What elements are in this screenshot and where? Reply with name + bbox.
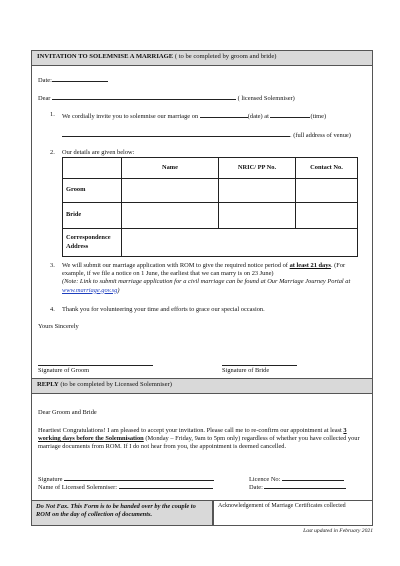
dear-label: Dear	[38, 95, 51, 102]
reply-salutation: Dear Groom and Bride	[38, 409, 97, 416]
details-header-nric: NRIC/ PP No.	[219, 158, 296, 179]
bride-name-cell[interactable]	[122, 203, 219, 229]
reply-body-bold: 3 working days before the Solemnisation	[38, 427, 347, 443]
item-3-note-b: )	[117, 286, 120, 294]
reply-licence-label: Licence No:	[249, 476, 281, 483]
item-3-text-a: We will submit our marriage application with ROM to give the required notice period of	[62, 262, 288, 269]
wedding-time-field[interactable]	[270, 111, 310, 118]
groom-signature-label: Signature of Groom	[38, 367, 90, 374]
reply-name-label: Name of Licensed Solemniser:	[38, 484, 117, 491]
reply-body-b: (Monday – Friday, 9am to 5pm only) regardless of whether you have collected your marriage documents from ROM. If I do not hear from you, the appointment is deemed cancelled.	[38, 435, 360, 451]
solemniser-signature-field[interactable]	[64, 474, 214, 481]
item-3-note	[62, 278, 362, 294]
bride-nric-cell[interactable]	[219, 203, 296, 229]
item-2-text: Our details are given below:	[62, 149, 135, 156]
last-updated-note: Last updated in February 2021	[303, 528, 373, 534]
bride-signature-label: Signature of Bride	[222, 367, 270, 374]
item-1-number: 1.	[50, 111, 55, 118]
groom-signature-line[interactable]	[38, 365, 153, 366]
item-1-date-label: (date) at	[247, 113, 269, 120]
item-1-venue-row	[62, 130, 351, 140]
date-field[interactable]	[52, 75, 108, 82]
venue-field[interactable]	[62, 130, 290, 137]
details-row-label: Bride	[63, 203, 122, 229]
reply-title: REPLY	[37, 381, 59, 388]
item-4-text: Thank you for volunteering your time and efforts to grace our special occasion.	[62, 306, 265, 313]
do-not-fax-notice: Do Not Fax. This Form is to be handed over by the couple to ROM on the day of collection of documents.	[31, 500, 213, 526]
reply-header	[31, 378, 373, 394]
bride-contact-cell[interactable]	[296, 203, 358, 229]
solemniser-name-field[interactable]	[52, 93, 236, 100]
details-header-name: Name	[122, 158, 219, 179]
licence-number-field[interactable]	[282, 474, 344, 481]
reply-name-row	[38, 482, 213, 492]
correspondence-address-cell[interactable]	[122, 229, 358, 257]
dear-row	[38, 93, 295, 103]
reply-title-note: (to be completed by Licensed Solemniser)	[60, 381, 172, 388]
groom-contact-cell[interactable]	[296, 179, 358, 203]
bride-signature-line[interactable]	[222, 365, 297, 366]
details-row-address	[63, 229, 358, 257]
reply-date-label: Date:	[249, 484, 263, 491]
item-2-number: 2.	[50, 149, 55, 156]
item-3-text-b: . (For example, if we file a notice on 1 June, the earliest that we can marry is on 23 June)	[62, 262, 346, 278]
acknowledgement-box[interactable]	[213, 500, 373, 526]
item-1-time-label: (time)	[310, 113, 327, 120]
reply-body	[38, 427, 368, 452]
closing-text: Yours Sincerely	[38, 323, 79, 330]
item-3-text	[62, 262, 362, 295]
groom-nric-cell[interactable]	[219, 179, 296, 203]
invitation-title-note: ( to be completed by groom and bride)	[174, 53, 277, 60]
details-row-label: Groom	[63, 179, 122, 203]
invitation-title: INVITATION TO SOLEMNISE A MARRIAGE	[37, 53, 174, 60]
reply-body-a: Heartiest Congratulations! I am pleased to accept your invitation. Please call me to re-confirm our appointment at least	[38, 427, 342, 434]
item-1-text	[62, 111, 326, 121]
dear-suffix: ( licensed Solemniser)	[237, 95, 295, 102]
details-header-row	[63, 158, 358, 179]
marriage-portal-link[interactable]: www.marriage.gov.sg	[62, 286, 118, 294]
reply-signature-label: Signature	[38, 476, 63, 483]
reply-date-field[interactable]	[264, 482, 346, 489]
groom-name-cell[interactable]	[122, 179, 219, 203]
details-row-groom	[63, 179, 358, 203]
solemniser-name-reply-field[interactable]	[119, 482, 213, 489]
details-table	[62, 157, 358, 257]
details-row-label: Correspondence Address	[63, 229, 122, 257]
details-row-bride	[63, 203, 358, 229]
item-4-number: 4.	[50, 306, 55, 313]
item-3-number: 3.	[50, 262, 55, 269]
acknowledgement-label: Acknowledgement of Marriage Certificates collected	[218, 503, 346, 509]
item-3-bold: at least 21 days	[289, 262, 331, 269]
item-3-note-a: (Note: Link to submit marriage application for a civil marriage can be found at Our Marriage Journey Portal at	[62, 278, 351, 286]
details-header-contact: Contact No.	[296, 158, 358, 179]
venue-label: . (full address of venue)	[290, 132, 351, 139]
details-header-blank	[63, 158, 122, 179]
invitation-header	[31, 50, 373, 66]
wedding-date-field[interactable]	[200, 111, 248, 118]
date-row	[38, 75, 108, 85]
date-label: Date:	[38, 77, 52, 84]
item-1-invite-text: We cordially invite you to solemnise our marriage on	[62, 113, 199, 120]
reply-date-row	[249, 482, 346, 492]
